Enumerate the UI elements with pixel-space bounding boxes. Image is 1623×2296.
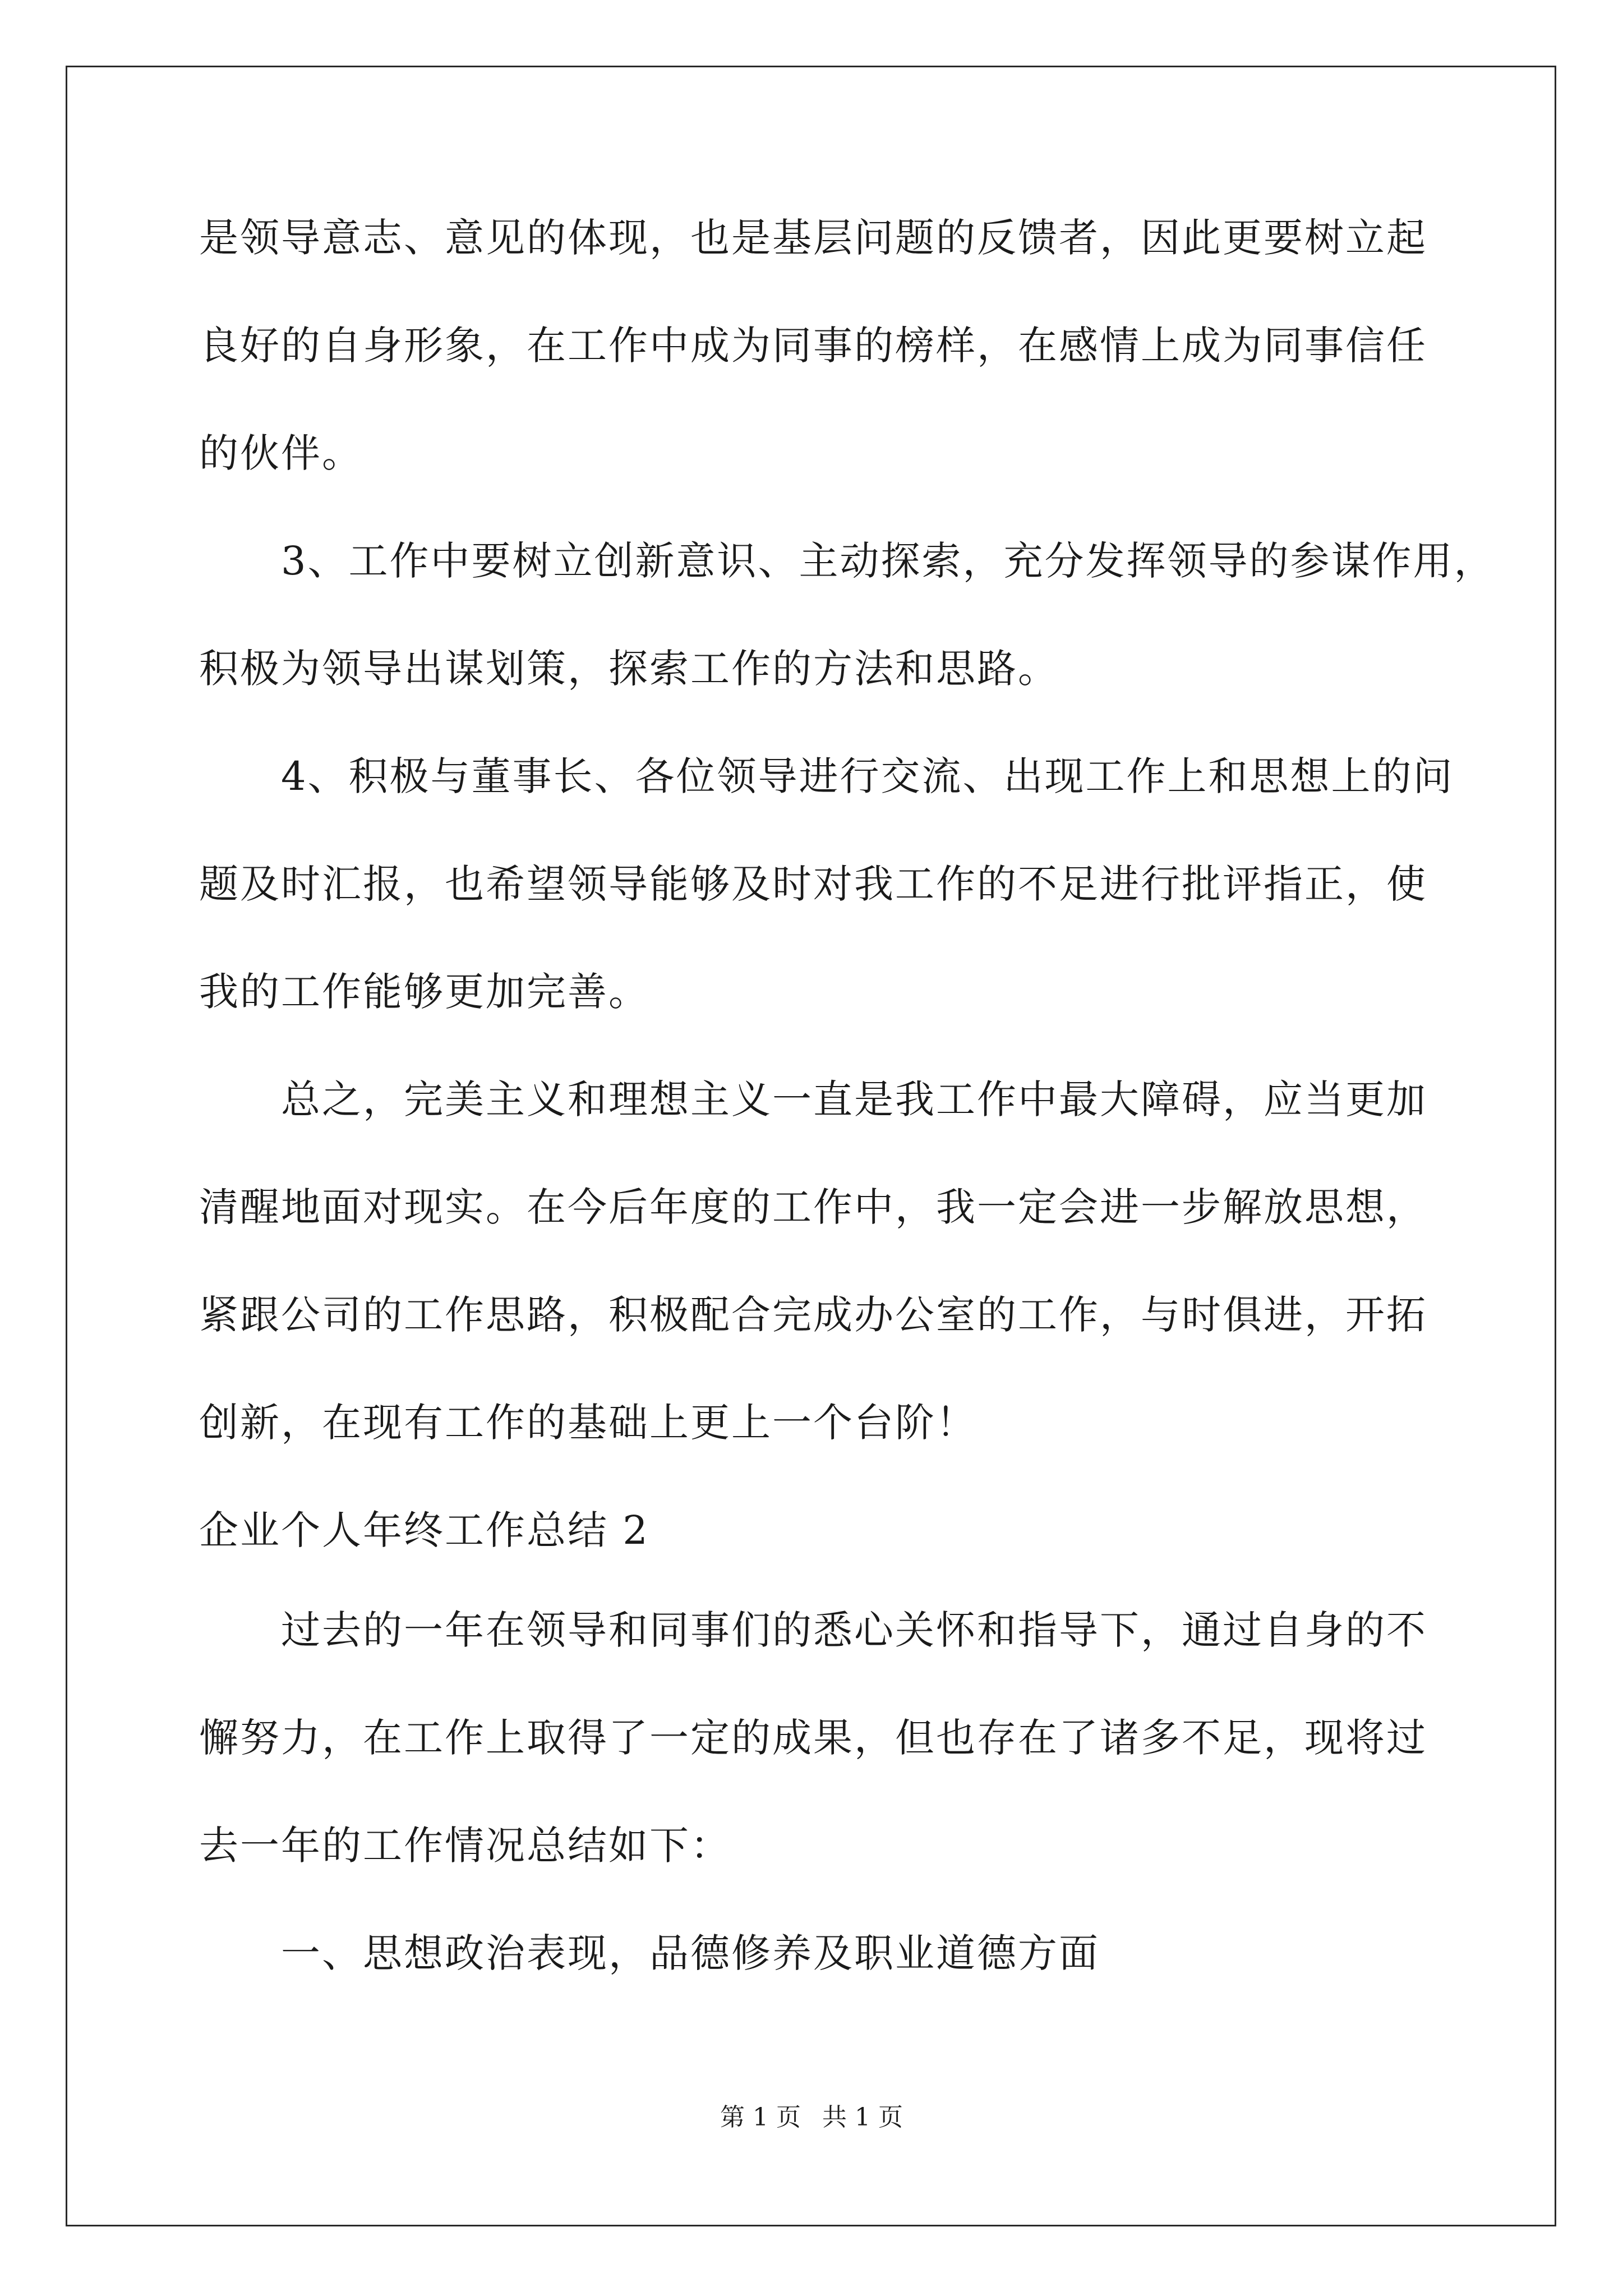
text-line: 清醒地面对现实。在今后年度的工作中，我一定会进一步解放思想， — [199, 1184, 1427, 1230]
text-line: 题及时汇报，也希望领导能够及时对我工作的不足进行批评指正，使 — [199, 861, 1427, 907]
section-heading: 企业个人年终工作总结 2 — [199, 1507, 649, 1553]
text-line: 懈努力，在工作上取得了一定的成果，但也存在了诸多不足，现将过 — [199, 1715, 1427, 1761]
text-line: 一、思想政治表现，品德修养及职业道德方面 — [281, 1930, 1100, 1976]
text-line: 总之，完美主义和理想主义一直是我工作中最大障碍，应当更加 — [281, 1076, 1427, 1122]
text-line: 去一年的工作情况总结如下： — [199, 1823, 731, 1869]
text-line: 3、工作中要树立创新意识、主动探索，充分发挥领导的参谋作用， — [281, 538, 1495, 584]
text-line: 过去的一年在领导和同事们的悉心关怀和指导下，通过自身的不 — [281, 1607, 1427, 1653]
text-line: 良好的自身形象，在工作中成为同事的榜样，在感情上成为同事信任 — [199, 323, 1427, 369]
text-line: 创新，在现有工作的基础上更上一个台阶！ — [199, 1400, 977, 1446]
text-line: 我的工作能够更加完善。 — [199, 969, 649, 1015]
text-line: 的伙伴。 — [199, 430, 363, 476]
page-total: 共 1 页 — [822, 2103, 903, 2132]
text-line: 紧跟公司的工作思路，积极配合完成办公室的工作，与时俱进，开拓 — [199, 1292, 1427, 1338]
text-line: 积极为领导出谋划策，探索工作的方法和思路。 — [199, 646, 1059, 692]
text-line: 4、积极与董事长、各位领导进行交流、出现工作上和思想上的问 — [281, 753, 1454, 799]
page-number: 第 1 页 — [720, 2103, 801, 2132]
text-line: 是领导意志、意见的体现，也是基层问题的反馈者，因此更要树立起 — [199, 215, 1427, 261]
document-body — [199, 215, 1495, 2041]
page-footer — [0, 2104, 1623, 2132]
